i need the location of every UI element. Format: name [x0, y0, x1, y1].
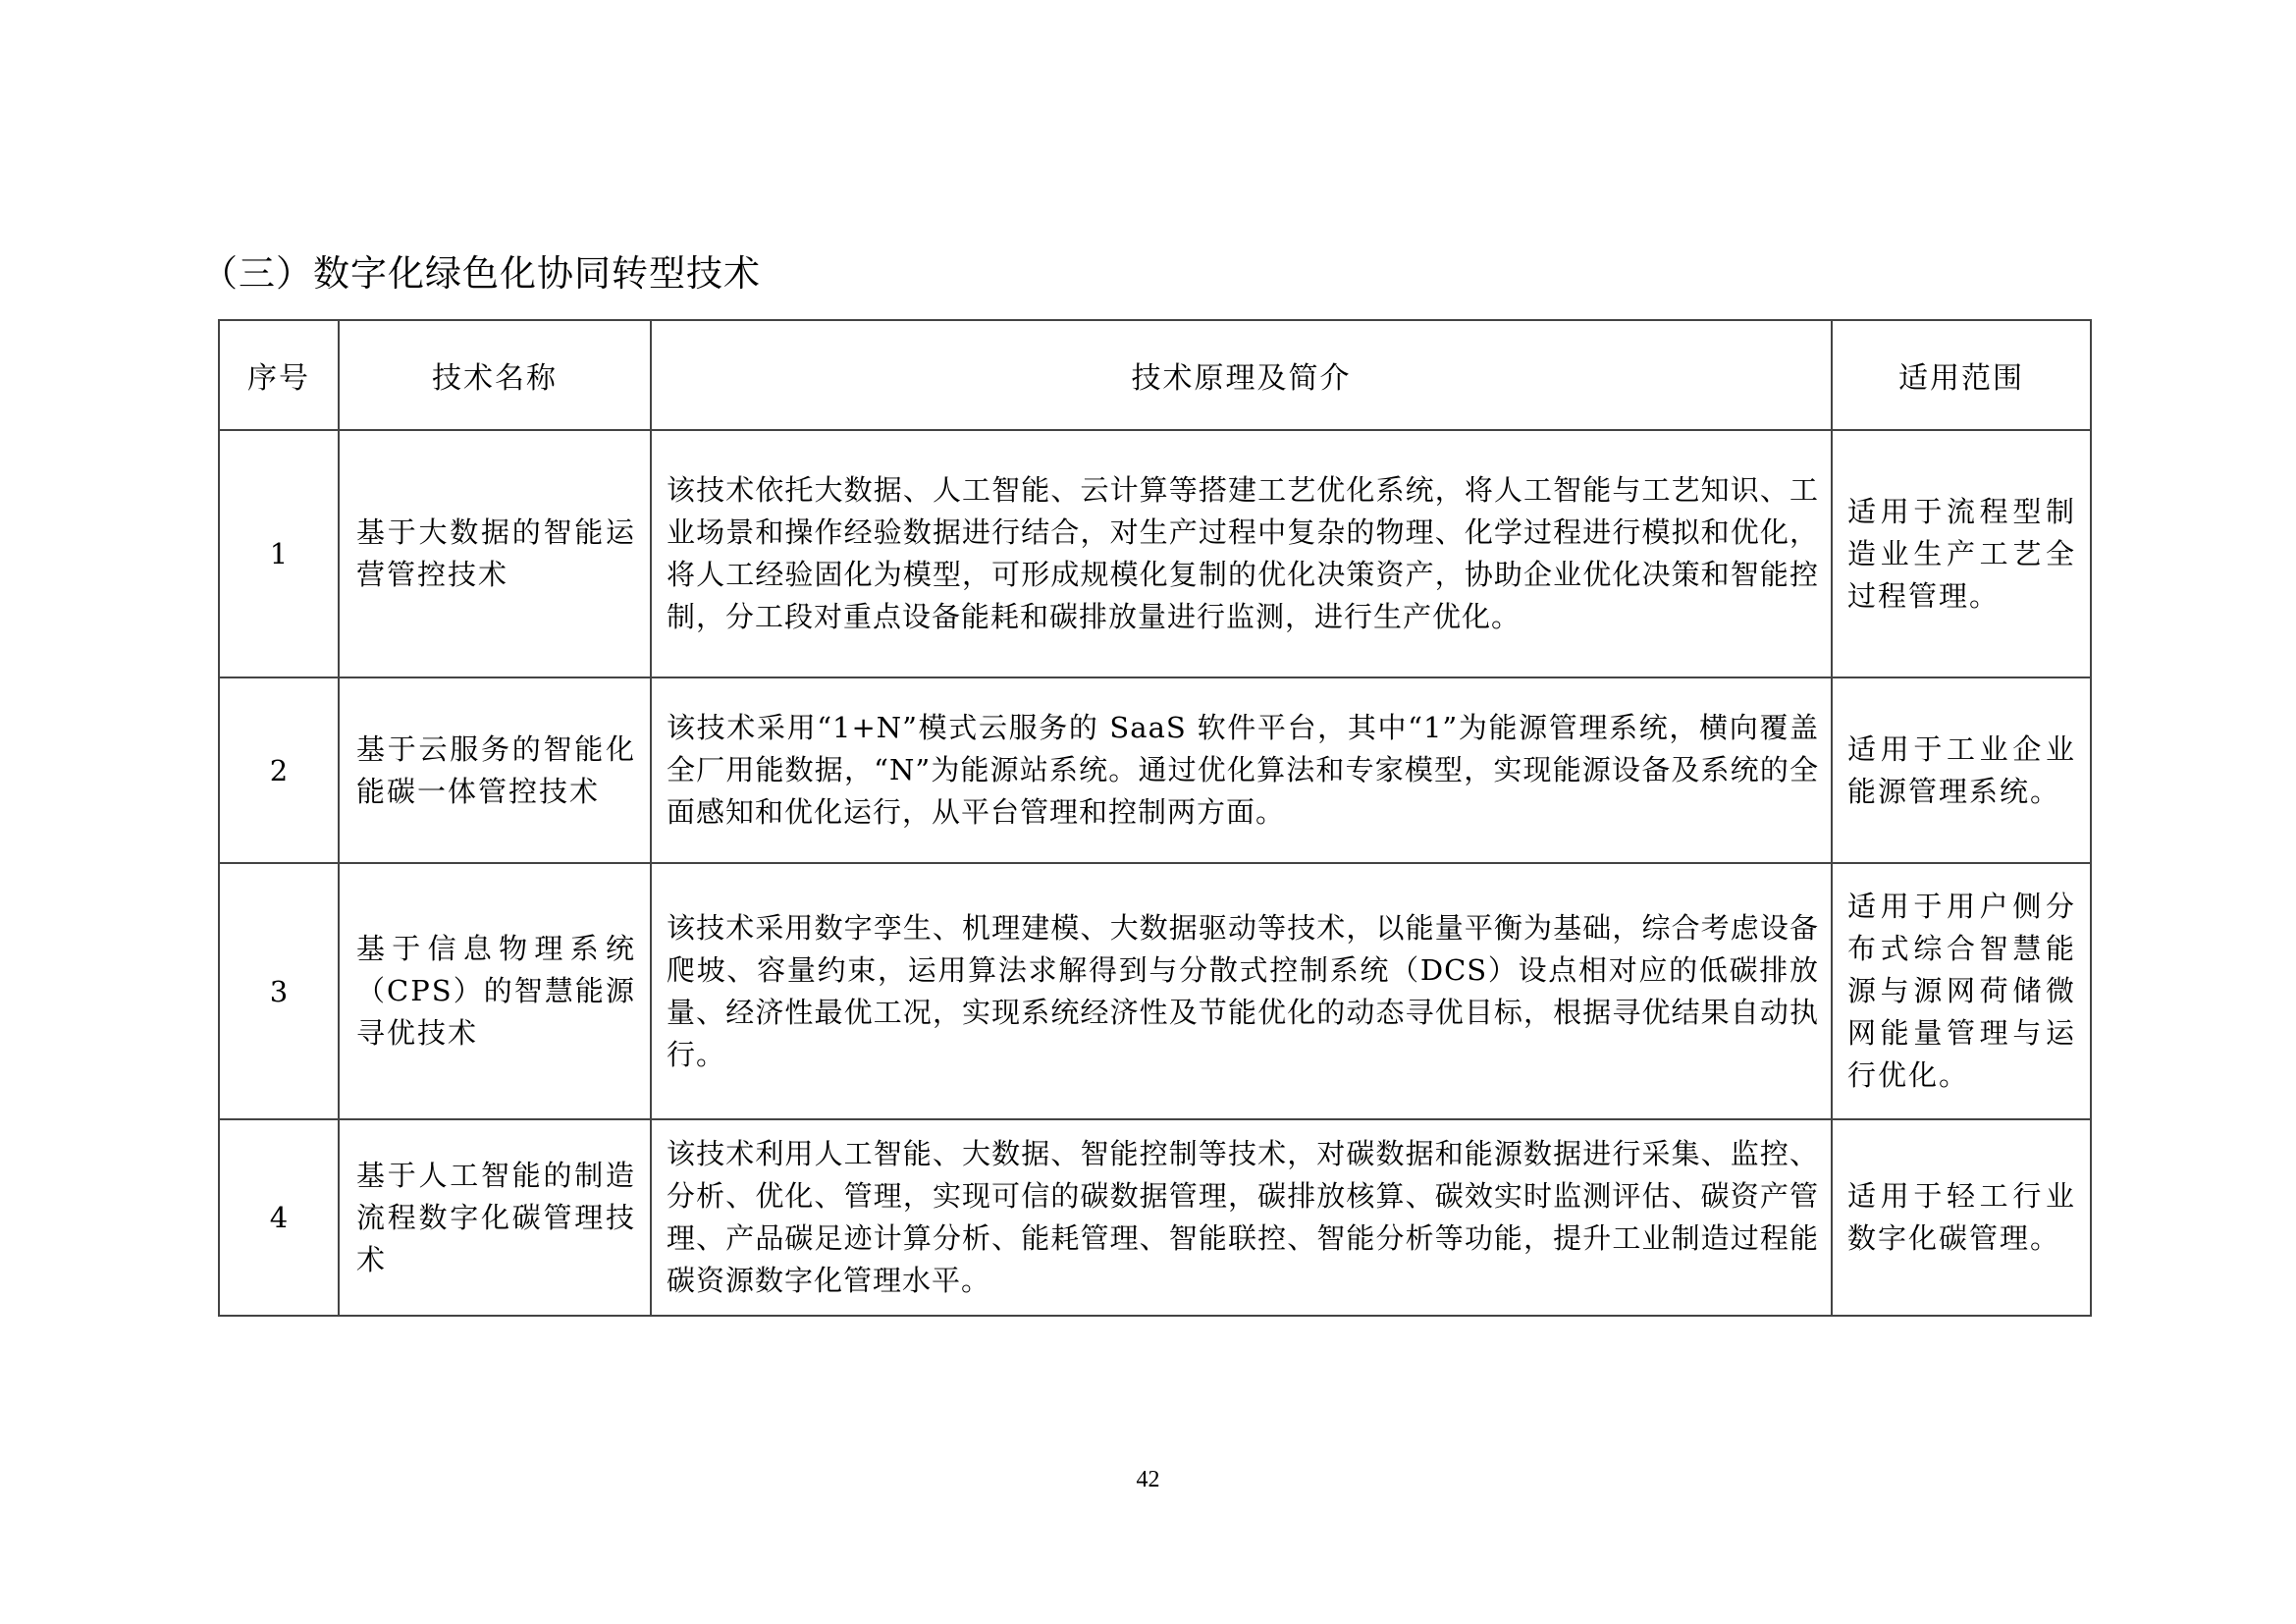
row-technology-name: 基于人工智能的制造流程数字化碳管理技术 [339, 1119, 651, 1316]
header-serial-number: 序号 [219, 320, 339, 430]
header-technology-name: 技术名称 [339, 320, 651, 430]
section-title: （三）数字化绿色化协同转型技术 [201, 252, 761, 295]
row-serial-number: 4 [219, 1119, 339, 1316]
row-serial-number: 1 [219, 430, 339, 677]
table-row [219, 863, 2091, 1119]
table-row [219, 430, 2091, 677]
row-technology-name: 基于信息物理系统（CPS）的智慧能源寻优技术 [339, 863, 651, 1119]
table-row [219, 1119, 2091, 1316]
page-number: 42 [1136, 1467, 1160, 1492]
row-technology-description: 该技术采用数字孪生、机理建模、大数据驱动等技术，以能量平衡为基础，综合考虑设备爬坡、容量约束，运用算法求解得到与分散式控制系统（DCS）设点相对应的低碳排放量、经济性最优工况，实现系统经济性及节能优化的动态寻优目标，根据寻优结果自动执行。 [651, 863, 1832, 1119]
row-serial-number: 3 [219, 863, 339, 1119]
row-technology-name: 基于云服务的智能化能碳一体管控技术 [339, 677, 651, 863]
row-applicable-scope: 适用于流程型制造业生产工艺全过程管理。 [1832, 430, 2091, 677]
row-serial-number: 2 [219, 677, 339, 863]
technology-table [218, 319, 2092, 1317]
header-applicable-scope: 适用范围 [1832, 320, 2091, 430]
header-technology-description: 技术原理及简介 [651, 320, 1832, 430]
table-header-row [219, 320, 2091, 430]
table-row [219, 677, 2091, 863]
row-technology-name: 基于大数据的智能运营管控技术 [339, 430, 651, 677]
row-applicable-scope: 适用于轻工行业数字化碳管理。 [1832, 1119, 2091, 1316]
row-applicable-scope: 适用于用户侧分布式综合智慧能源与源网荷储微网能量管理与运行优化。 [1832, 863, 2091, 1119]
row-technology-description: 该技术依托大数据、人工智能、云计算等搭建工艺优化系统，将人工智能与工艺知识、工业场景和操作经验数据进行结合，对生产过程中复杂的物理、化学过程进行模拟和优化，将人工经验固化为模型，可形成规模化复制的优化决策资产，协助企业优化决策和智能控制，分工段对重点设备能耗和碳排放量进行监测，进行生产优化。 [651, 430, 1832, 677]
row-applicable-scope: 适用于工业企业能源管理系统。 [1832, 677, 2091, 863]
row-technology-description: 该技术采用“1+N”模式云服务的 SaaS 软件平台，其中“1”为能源管理系统，横向覆盖全厂用能数据，“N”为能源站系统。通过优化算法和专家模型，实现能源设备及系统的全面感知和优化运行，从平台管理和控制两方面。 [651, 677, 1832, 863]
row-technology-description: 该技术利用人工智能、大数据、智能控制等技术，对碳数据和能源数据进行采集、监控、分析、优化、管理，实现可信的碳数据管理，碳排放核算、碳效实时监测评估、碳资产管理、产品碳足迹计算分析、能耗管理、智能联控、智能分析等功能，提升工业制造过程能碳资源数字化管理水平。 [651, 1119, 1832, 1316]
